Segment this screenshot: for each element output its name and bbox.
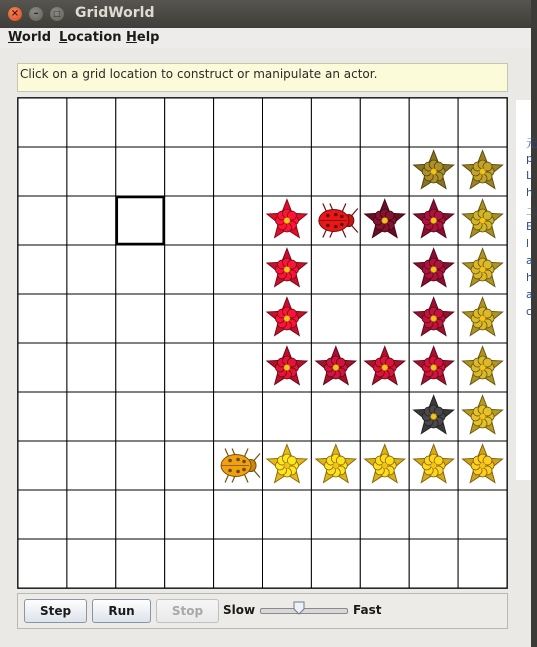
grid-cell[interactable] [18, 245, 67, 294]
background-text-fragment: a [526, 288, 533, 301]
background-text-fragment: E [526, 220, 533, 233]
grid-cell[interactable] [116, 441, 165, 490]
grid-cell[interactable] [311, 392, 360, 441]
grid-cell[interactable] [360, 294, 409, 343]
grid-view[interactable] [17, 97, 508, 589]
grid-cell[interactable] [165, 441, 214, 490]
grid-cell[interactable] [67, 539, 116, 588]
control-bar [17, 593, 508, 629]
menu-bar [0, 28, 531, 48]
menu-world-label: orld [21, 30, 51, 45]
grid-cell[interactable] [18, 343, 67, 392]
grid-cell[interactable] [67, 196, 116, 245]
grid-cell[interactable] [116, 147, 165, 196]
grid-cell[interactable] [409, 490, 458, 539]
grid-canvas[interactable] [18, 98, 507, 588]
grid-cell[interactable] [311, 147, 360, 196]
grid-cell[interactable] [311, 294, 360, 343]
grid-cell[interactable] [18, 441, 67, 490]
grid-cell[interactable] [311, 98, 360, 147]
grid-cell[interactable] [409, 98, 458, 147]
grid-cell[interactable] [165, 539, 214, 588]
menu-help[interactable] [126, 30, 159, 45]
grid-cell[interactable] [116, 490, 165, 539]
background-text-fragment: h [526, 271, 533, 284]
grid-cell[interactable] [214, 539, 263, 588]
grid-cell[interactable] [116, 98, 165, 147]
background-text-fragment: L [526, 169, 533, 182]
grid-cell[interactable] [116, 392, 165, 441]
grid-cell[interactable] [67, 343, 116, 392]
grid-cell[interactable] [360, 245, 409, 294]
background-text-fragment: c [526, 305, 533, 318]
menu-location[interactable] [59, 30, 122, 45]
window-title: GridWorld [75, 5, 155, 21]
grid-cell[interactable] [263, 539, 312, 588]
grid-cell[interactable] [263, 490, 312, 539]
maximize-icon[interactable]: □ [50, 7, 64, 21]
grid-cell[interactable] [18, 147, 67, 196]
grid-cell[interactable] [263, 392, 312, 441]
grid-cell[interactable] [18, 98, 67, 147]
minimize-icon[interactable]: – [29, 7, 43, 21]
grid-cell[interactable] [360, 147, 409, 196]
step-button[interactable]: Step [24, 599, 87, 623]
grid-cell[interactable] [263, 147, 312, 196]
background-text-fragment: 二 [526, 205, 537, 218]
menu-location-mnemonic: L [59, 30, 68, 45]
background-text-fragment: l [526, 237, 530, 250]
grid-cell[interactable] [263, 98, 312, 147]
grid-cell[interactable] [458, 539, 507, 588]
grid-cell[interactable] [311, 245, 360, 294]
grid-cell[interactable] [214, 196, 263, 245]
grid-cell[interactable] [165, 147, 214, 196]
grid-cell[interactable] [360, 490, 409, 539]
grid-cell[interactable] [409, 539, 458, 588]
grid-cell[interactable] [165, 196, 214, 245]
menu-location-label: ocation [67, 30, 122, 45]
grid-cell[interactable] [165, 294, 214, 343]
grid-cell[interactable] [458, 98, 507, 147]
grid-cell[interactable] [67, 441, 116, 490]
grid-cell[interactable] [458, 490, 507, 539]
grid-cell[interactable] [214, 147, 263, 196]
background-text-fragment: p [526, 152, 533, 165]
run-button[interactable]: Run [92, 599, 151, 623]
stop-button: Stop [156, 599, 219, 623]
grid-cell[interactable] [18, 294, 67, 343]
grid-cell[interactable] [67, 490, 116, 539]
menu-help-label: elp [136, 30, 160, 45]
menu-world[interactable] [8, 30, 51, 45]
grid-cell[interactable] [116, 294, 165, 343]
grid-cell[interactable] [214, 98, 263, 147]
grid-cell[interactable] [116, 343, 165, 392]
grid-cell[interactable] [214, 343, 263, 392]
grid-cell[interactable] [67, 98, 116, 147]
grid-cell[interactable] [116, 245, 165, 294]
background-text-fragment: h [526, 186, 533, 199]
grid-cell[interactable] [165, 98, 214, 147]
grid-cell[interactable] [67, 147, 116, 196]
grid-cell[interactable] [360, 98, 409, 147]
slow-label: Slow [223, 603, 256, 617]
grid-cell[interactable] [360, 539, 409, 588]
grid-cell[interactable] [311, 490, 360, 539]
menu-world-mnemonic: W [8, 30, 22, 45]
fast-label: Fast [353, 603, 382, 617]
speed-slider-thumb[interactable] [293, 601, 305, 615]
grid-cell[interactable] [18, 539, 67, 588]
grid-cell[interactable] [165, 343, 214, 392]
background-text-fragment: a [526, 254, 533, 267]
grid-cell[interactable] [165, 490, 214, 539]
close-icon[interactable]: × [8, 7, 22, 21]
grid-cell[interactable] [67, 392, 116, 441]
grid-cell[interactable] [165, 392, 214, 441]
title-bar[interactable] [0, 0, 531, 28]
grid-cell[interactable] [214, 392, 263, 441]
grid-cell[interactable] [214, 490, 263, 539]
grid-cell[interactable] [18, 196, 67, 245]
background-text-fragment: 元 [526, 137, 537, 150]
grid-cell[interactable] [67, 294, 116, 343]
grid-cell[interactable] [360, 392, 409, 441]
grid-cell[interactable] [116, 539, 165, 588]
grid-cell[interactable] [214, 294, 263, 343]
grid-cell[interactable] [311, 539, 360, 588]
grid-cell[interactable] [165, 245, 214, 294]
message-area: Click on a grid location to construct or manipulate an actor. [17, 63, 508, 92]
grid-cell[interactable] [116, 196, 165, 245]
grid-cell[interactable] [67, 245, 116, 294]
grid-cell[interactable] [214, 245, 263, 294]
grid-cell[interactable] [18, 392, 67, 441]
grid-cell[interactable] [18, 490, 67, 539]
menu-help-mnemonic: H [126, 30, 137, 45]
